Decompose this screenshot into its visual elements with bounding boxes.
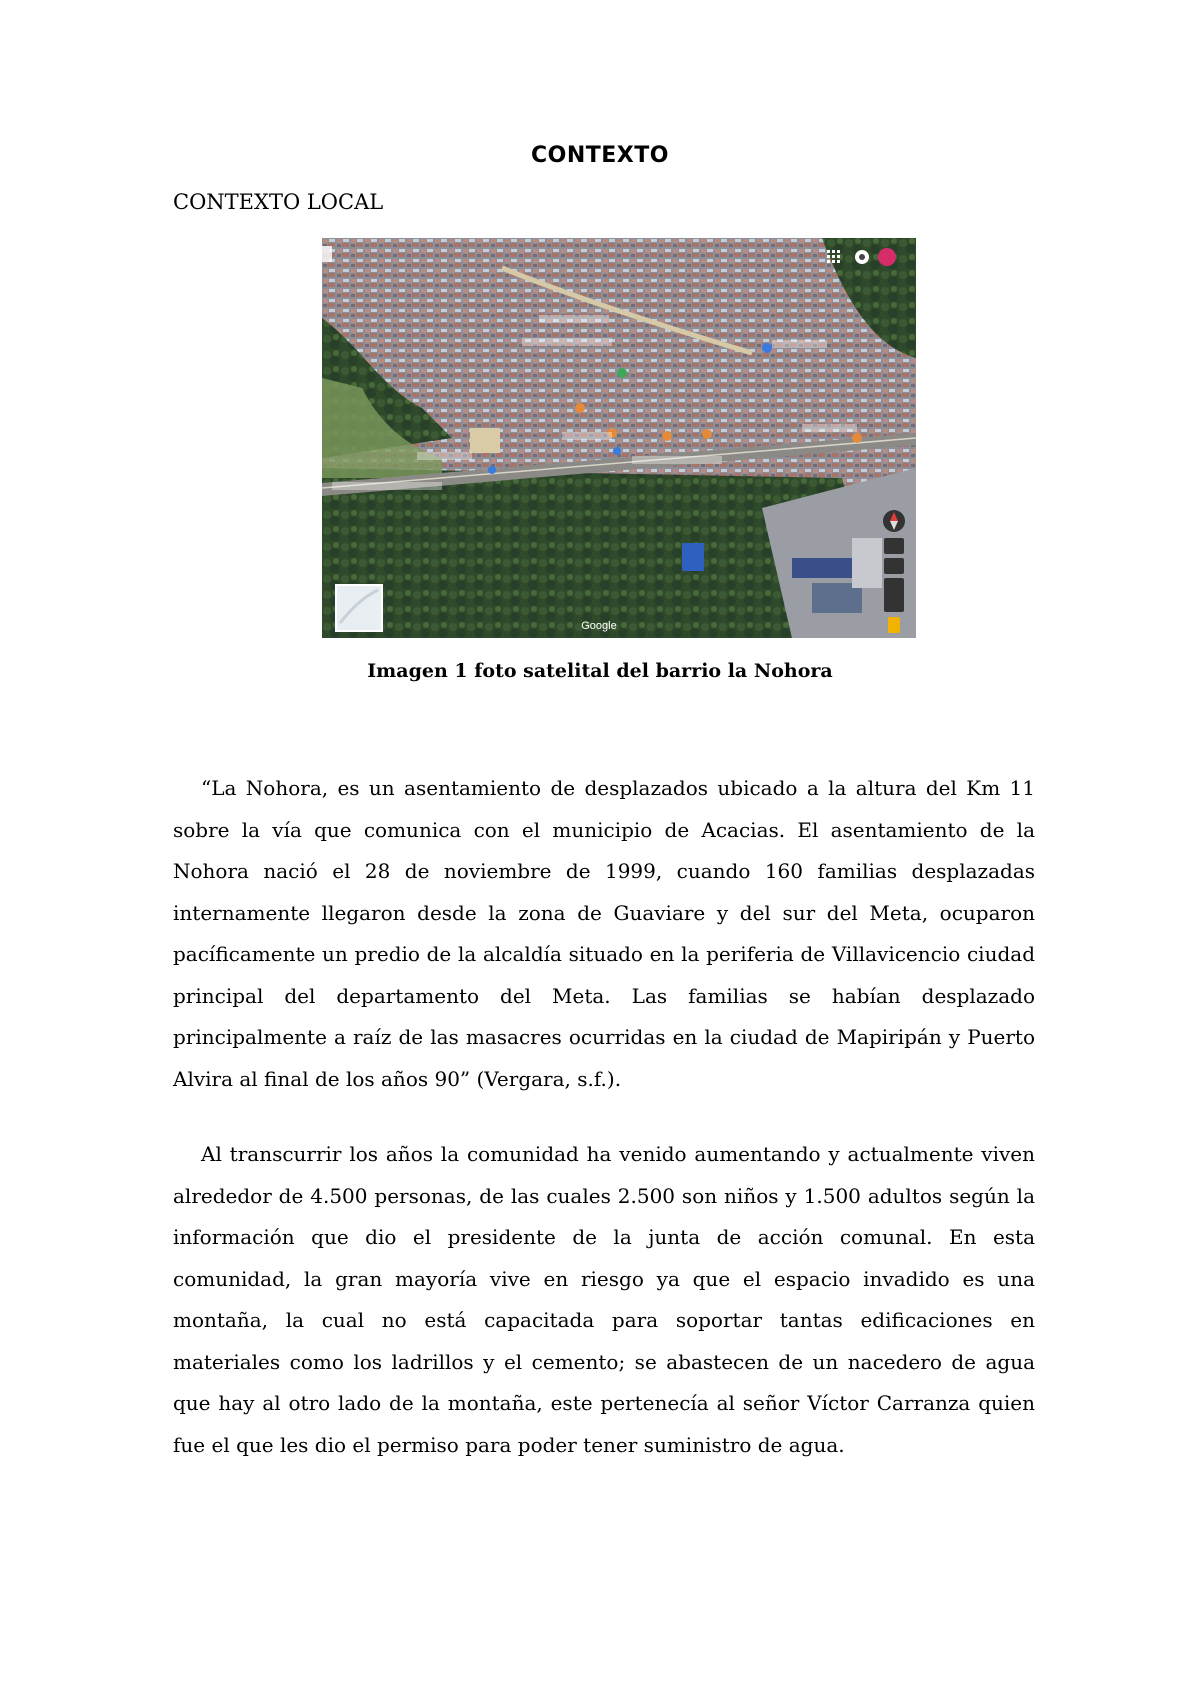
google-watermark: Google	[581, 620, 617, 632]
page-title: CONTEXTO	[531, 143, 669, 168]
paragraph-quote: “La Nohora, es un asentamiento de desplazados ubicado a la altura del Km 11 sobre la vía que comunica con el municipio de Acacias. El asentamiento de la Nohora nació el 28 de noviembre de 1999, cuando 160 familias desplazadas internamente llegaron desde la zona de Guaviare y del sur del Meta, ocuparon pacíficamente un predio de la alcaldía situado en la periferia de Villavicencio ciudad principal del departamento del Meta. Las familias se habían desplazado principalmente a raíz de las masacres ocurridas en la ciudad de Mapiripán y Puerto Alvira al final de los años 90” (Vergara, s.f.).	[173, 776, 1035, 1091]
figure-caption: Imagen 1 foto satelital del barrio la Nohora	[367, 660, 833, 682]
satellite-map-image	[322, 238, 916, 638]
paragraph-community: Al transcurrir los años la comunidad ha venido aumentando y actualmente viven alrededor de 4.500 personas, de las cuales 2.500 son niños y 1.500 adultos según la información que dio el presidente de la junta de acción comunal. En esta comunidad, la gran mayoría vive en riesgo ya que el espacio invadido es una montaña, la cual no está capacitada para soportar tantas edificaciones en materiales como los ladrillos y el cemento; se abastecen de un nacedero de agua que hay al otro lado de la montaña, este pertenecía al señor Víctor Carranza quien fue el que les dio el permiso para poder tener suministro de agua.	[173, 1142, 1035, 1457]
section-heading: CONTEXTO LOCAL	[173, 190, 384, 214]
